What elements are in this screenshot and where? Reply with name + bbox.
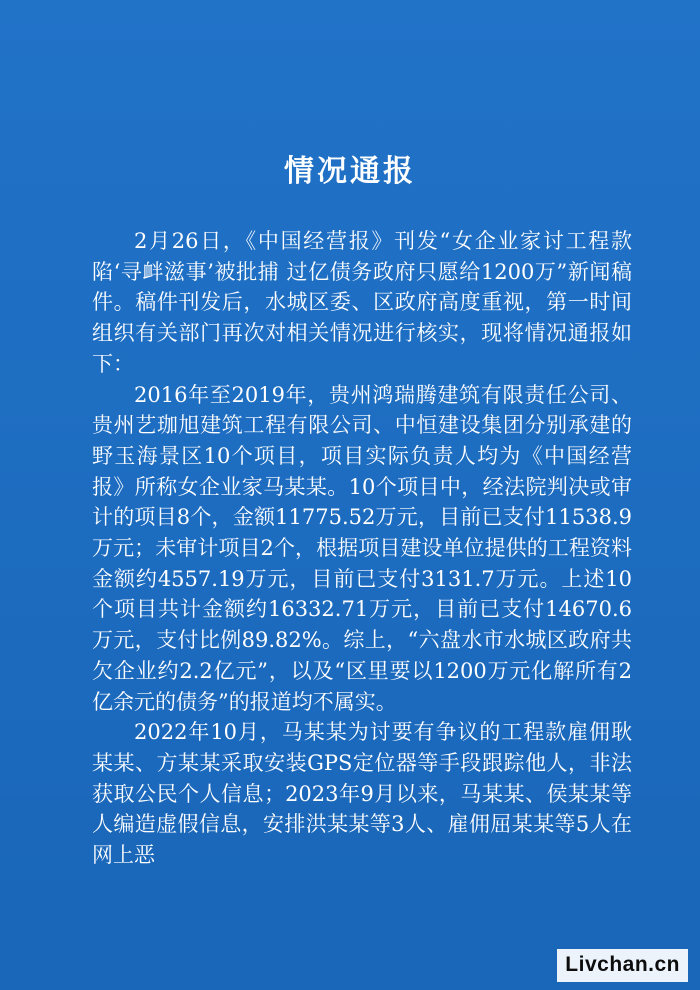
document-title: 情况通报 [284, 154, 416, 189]
paragraph-2: 2016年至2019年，贵州鸿瑞腾建筑有限责任公司、贵州艺珈旭建筑工程有限公司、中恒建设集团分别承建的野玉海景区10个项目，项目实际负责人均为《中国经营报》所称女企业家马某某。10个项目中，经法院判决或审计的项目8个，金额11775.52万元，目前已支付11538.9万元；未审计项目2个，根据项目建设单位提供的工程资料金额约4557.19万元，目前已支付3131.7万元。上述10个项目共计金额约16332.71万元，目前已支付14670.6万元，支付比例89.82%。综上，“六盘水市水城区政府共欠企业约2.2亿元”，以及“区里要以1200万元化解所有2亿余元的债务”的报道均不属实。 [92, 382, 632, 714]
paragraph-3: 2022年10月，马某某为讨要有争议的工程款雇佣耿某某、方某某采取安装GPS定位器等手段跟踪他人，非法获取公民个人信息；2023年9月以来，马某某、侯某某等人编造虚假信息，安排洪某某等3人、雇佣屈某某等5人在网上恶 [92, 720, 632, 868]
site-watermark: Livchan.cn [557, 949, 688, 982]
document-body [92, 226, 632, 871]
paragraph-1: 2月26日，《中国经营报》刊发“女企业家讨工程款陷‘寻衅滋事’被批捕 过亿债务政府只愿给1200万”新闻稿件。稿件刊发后，水城区委、区政府高度重视，第一时间组织有关部门再次对相关情况进行核实，现将情况通报如下： [92, 229, 632, 376]
